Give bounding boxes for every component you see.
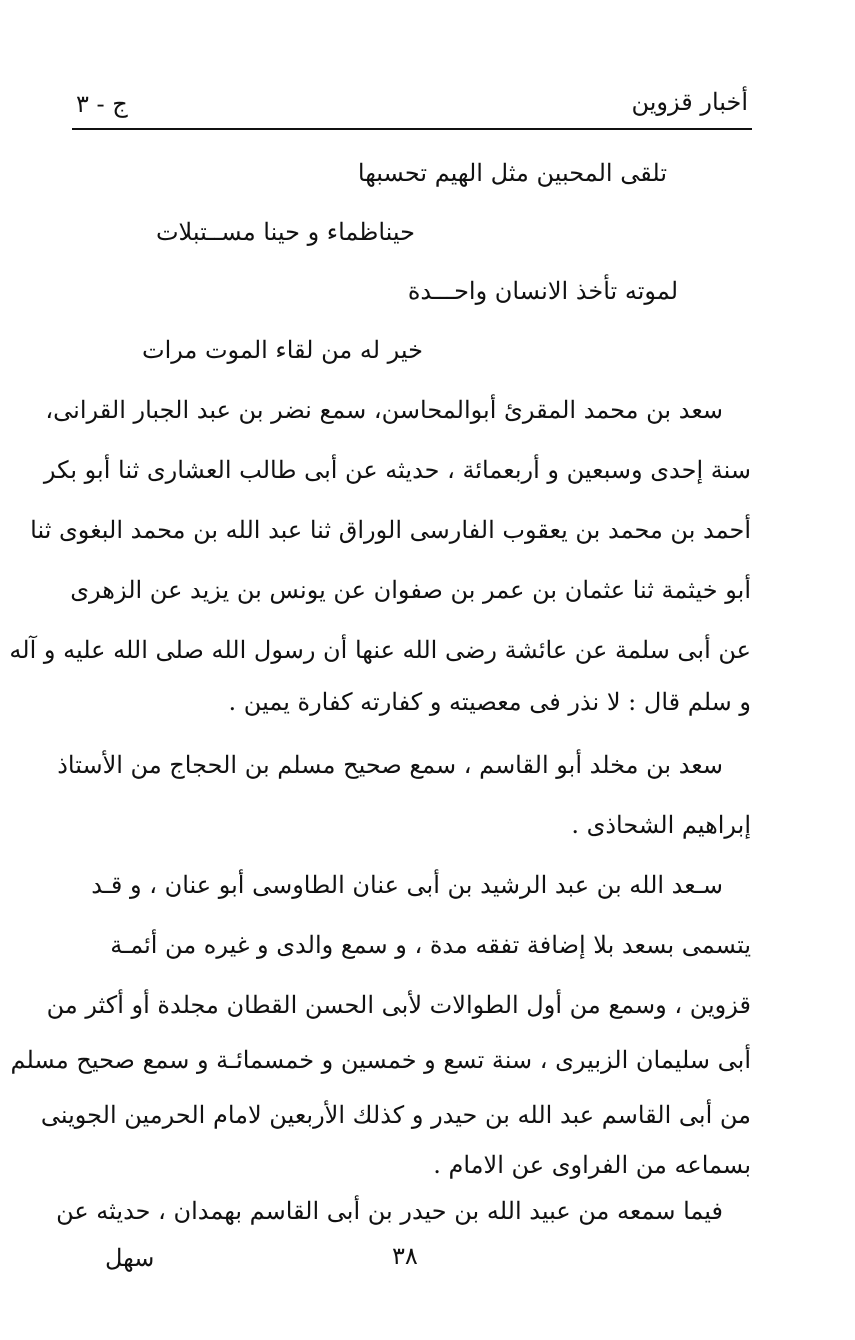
verse-line: خير له من لقاء الموت مرات [141, 336, 423, 364]
page-number: ٣٨ [392, 1242, 418, 1270]
prose-line: من أبى القاسم عبد الله بن حيدر و كذلك الأربعين لامام الحرمين الجوينى [40, 1101, 751, 1129]
running-header [72, 82, 752, 130]
catchword: سهل [105, 1244, 155, 1272]
book-title: أخبار قزوين [631, 88, 748, 116]
prose-line: بسماعه من الفراوى عن الامام . [433, 1151, 751, 1179]
prose-line: و سلم قال : لا نذر فى معصيته و كفارته كفارة يمين . [228, 688, 751, 716]
prose-line: أبو خيثمة ثنا عثمان بن عمر بن صفوان عن يونس بن يزيد عن الزهرى [70, 576, 751, 604]
prose-line: قزوين ، وسمع من أول الطوالات لأبى الحسن القطان مجلدة أو أكثر من [46, 991, 751, 1019]
prose-line: سعد بن محمد المقرئ أبوالمحاسن، سمع نضر بن عبد الجبار القرانى، [45, 396, 723, 424]
verse-line: حيناظماء و حينا مســتبلات [155, 218, 415, 246]
prose-line: سعد بن مخلد أبو القاسم ، سمع صحيح مسلم بن الحجاج من الأستاذ [57, 751, 723, 779]
prose-line: فيما سمعه من عبيد الله بن حيدر بن أبى القاسم بهمدان ، حديثه عن [56, 1197, 723, 1225]
verse-line: تلقى المحبين مثل الهيم تحسبها [357, 159, 667, 187]
prose-line: أحمد بن محمد بن يعقوب الفارسى الوراق ثنا عبد الله بن محمد البغوى ثنا [30, 516, 751, 544]
prose-line: إبراهيم الشحاذى . [571, 811, 751, 839]
prose-line: أبى سليمان الزبيرى ، سنة تسع و خمسين و خمسمائـة و سمع صحيح مسلم [10, 1046, 751, 1074]
prose-line: يتسمى بسعد بلا إضافة تفقه مدة ، و سمع والدى و غيره من أئمـة [110, 931, 751, 959]
verse-line: لموته تأخذ الانسان واحـــدة [407, 277, 678, 305]
prose-line: سـعد الله بن عبد الرشيد بن أبى عنان الطاوسى أبو عنان ، و قـد [91, 871, 723, 899]
volume-number: ج - ٣ [76, 90, 128, 118]
prose-line: عن أبى سلمة عن عائشة رضى الله عنها أن رسول الله صلى الله عليه و آله [9, 636, 751, 664]
prose-line: سنة إحدى وسبعين و أربعمائة ، حديثه عن أبى طالب العشارى ثنا أبو بكر [43, 456, 751, 484]
